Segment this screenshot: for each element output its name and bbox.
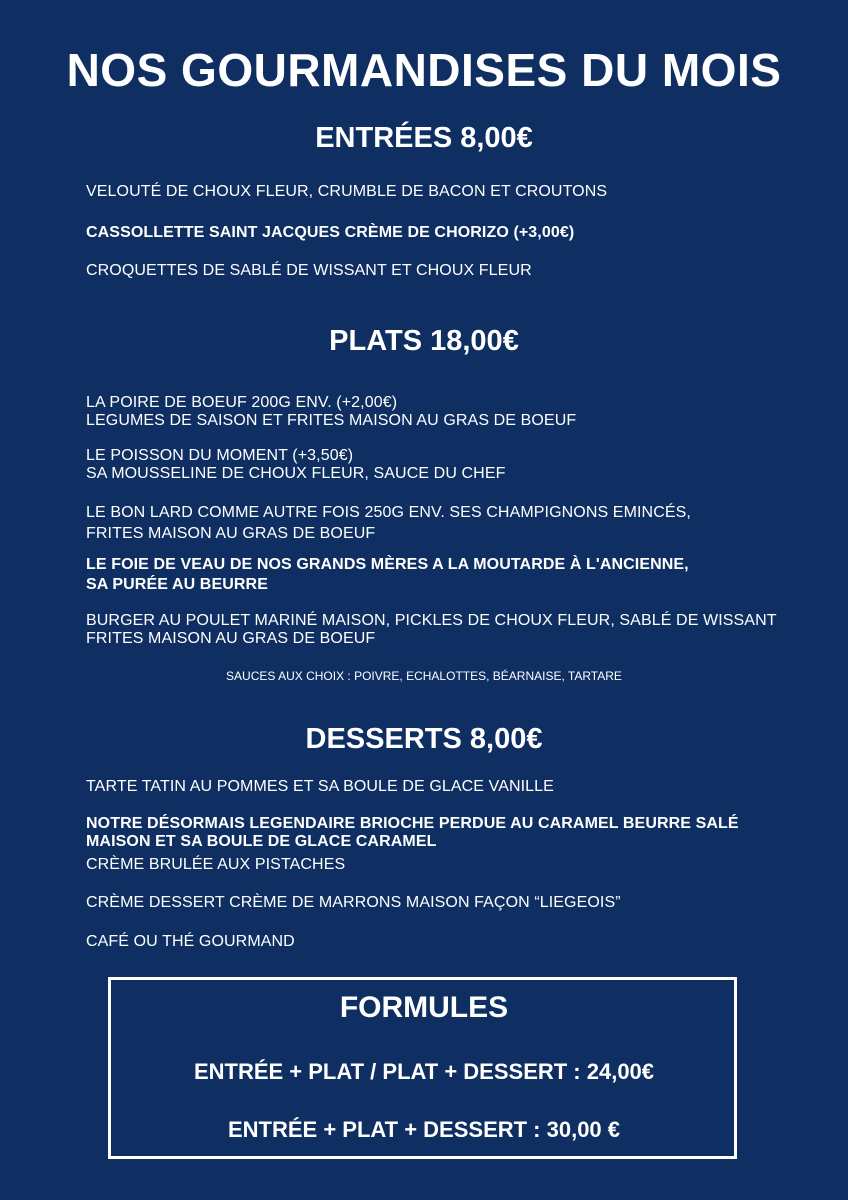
dessert-item-line: NOTRE DÉSORMAIS LEGENDAIRE BRIOCHE PERDUE AU CARAMEL BEURRE SALÉ — [86, 815, 739, 832]
plat-item — [86, 394, 786, 430]
dessert-item — [86, 815, 786, 851]
dessert-item-line: MAISON ET SA BOULE DE GLACE CARAMEL — [86, 833, 437, 850]
plat-item-line: SA PURÉE AU BEURRE — [86, 576, 268, 593]
entree-item-line: CASSOLLETTE SAINT JACQUES CRÈME DE CHORIZO (+3,00€) — [86, 224, 575, 241]
dessert-item — [86, 778, 786, 796]
dessert-item-line: TARTE TATIN AU POMMES ET SA BOULE DE GLACE VANILLE — [86, 778, 554, 795]
entree-item — [86, 224, 786, 242]
entree-item-line: VELOUTÉ DE CHOUX FLEUR, CRUMBLE DE BACON ET CROUTONS — [86, 183, 608, 200]
dessert-item-line: CRÈME BRULÉE AUX PISTACHES — [86, 856, 346, 873]
entrees-heading: ENTRÉES 8,00€ — [315, 122, 533, 154]
dessert-item — [86, 856, 786, 874]
dessert-item — [86, 933, 786, 951]
plat-item — [86, 612, 786, 648]
plat-item-line: LE POISSON DU MOMENT (+3,50€) — [86, 447, 354, 464]
formule-line: ENTRÉE + PLAT / PLAT + DESSERT : 24,00€ — [193, 1059, 655, 1084]
entree-item — [86, 262, 786, 280]
desserts-heading: DESSERTS 8,00€ — [305, 723, 543, 755]
menu-title: NOS GOURMANDISES DU MOIS — [66, 44, 782, 96]
plat-item — [86, 447, 786, 483]
plat-item-line: SA MOUSSELINE DE CHOUX FLEUR, SAUCE DU CHEF — [86, 465, 506, 482]
plats-heading: PLATS 18,00€ — [329, 325, 519, 357]
plat-item-line: FRITES MAISON AU GRAS DE BOEUF — [86, 525, 376, 542]
dessert-item-line: CAFÉ OU THÉ GOURMAND — [86, 933, 295, 950]
formule-line: ENTRÉE + PLAT + DESSERT : 30,00 € — [227, 1117, 621, 1142]
dessert-item — [86, 894, 786, 912]
plat-item-line: LE FOIE DE VEAU DE NOS GRANDS MÈRES A LA MOUTARDE À L'ANCIENNE, — [86, 556, 689, 573]
sauces-note: SAUCES AUX CHOIX : POIVRE, ECHALOTTES, BÉARNAISE, TARTARE — [226, 669, 622, 683]
dessert-item-line: CRÈME DESSERT CRÈME DE MARRONS MAISON FAÇON “LIEGEOIS” — [86, 894, 621, 911]
entree-item-line: CROQUETTES DE SABLÉ DE WISSANT ET CHOUX FLEUR — [86, 262, 532, 279]
entree-item — [86, 183, 786, 201]
plat-item — [86, 502, 786, 544]
plat-item-line: LA POIRE DE BOEUF 200G ENV. (+2,00€) — [86, 394, 398, 411]
plat-item-line: LEGUMES DE SAISON ET FRITES MAISON AU GRAS DE BOEUF — [86, 412, 577, 429]
formules-heading: FORMULES — [339, 991, 509, 1024]
plat-item-line: BURGER AU POULET MARINÉ MAISON, PICKLES DE CHOUX FLEUR, SABLÉ DE WISSANT — [86, 612, 777, 629]
plat-item-line: LE BON LARD COMME AUTRE FOIS 250G ENV. SES CHAMPIGNONS EMINCÉS, — [86, 504, 691, 521]
plat-item-line: FRITES MAISON AU GRAS DE BOEUF — [86, 630, 376, 647]
plat-item — [86, 555, 786, 595]
